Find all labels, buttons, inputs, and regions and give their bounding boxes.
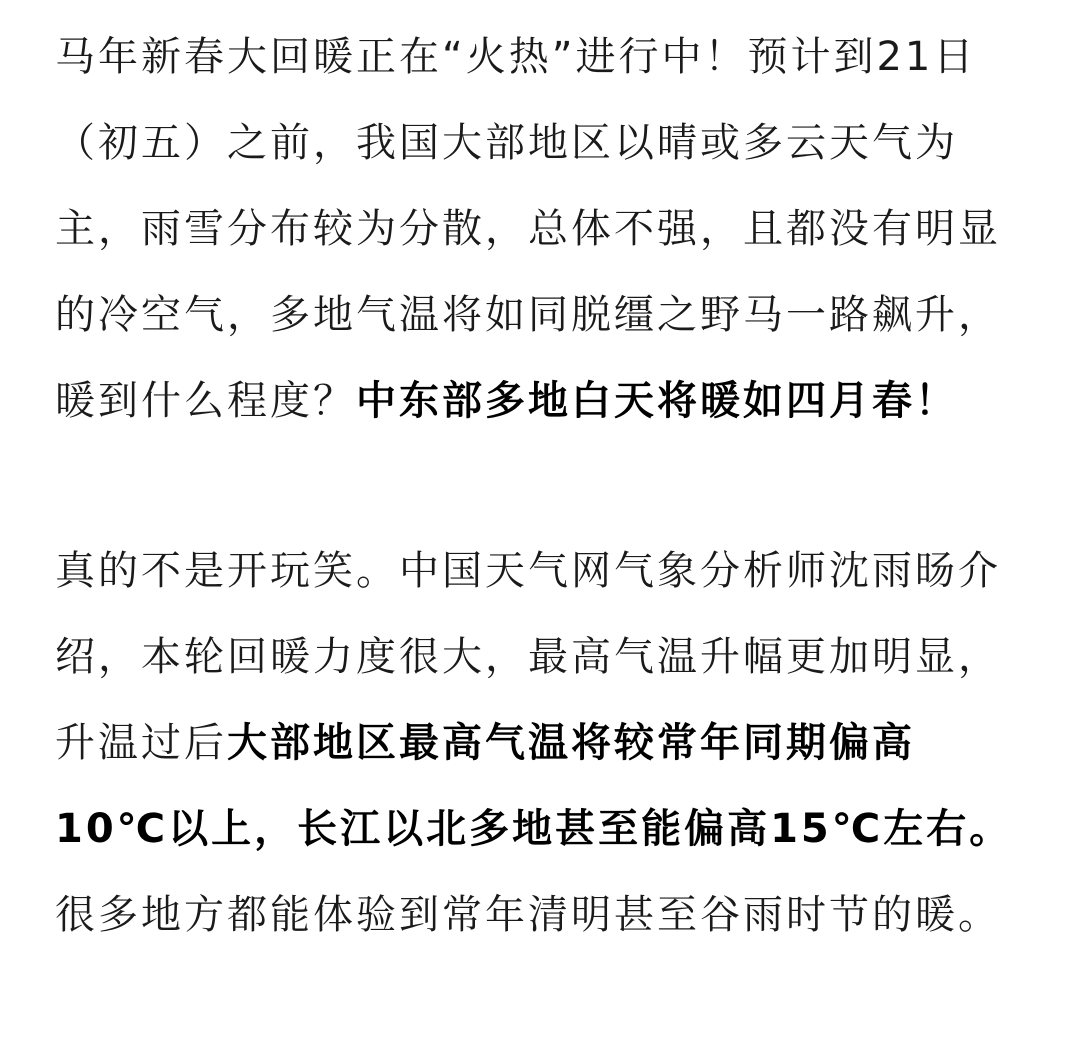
- article-body: [55, 14, 1027, 958]
- paragraph-text: 真的不是开玩笑。中国天气网气象分析师沈雨旸介绍，本轮回暖力度很大，最高气温升幅更加明显，升温过后: [55, 548, 1001, 766]
- paragraph-analyst-quote: [55, 528, 1027, 958]
- paragraph-warming-forecast: [55, 14, 1027, 444]
- paragraph-text: 很多地方都能体验到常年清明甚至谷雨时节的暖。: [55, 892, 1001, 938]
- emphasis-text: 中东部多地白天将暖如四月春！: [356, 378, 958, 424]
- paragraph-text: 马年新春大回暖正在“火热”进行中！预计到21日（初五）之前，我国大部地区以晴或多云天气为主，雨雪分布较为分散，总体不强，且都没有明显的冷空气，多地气温将如同脱缰之野马一路飙升，暖到什么程度？: [55, 34, 1001, 424]
- emphasis-text: 大部地区最高气温将较常年同期偏高10℃以上，长江以北多地甚至能偏高15℃左右。: [55, 720, 1013, 852]
